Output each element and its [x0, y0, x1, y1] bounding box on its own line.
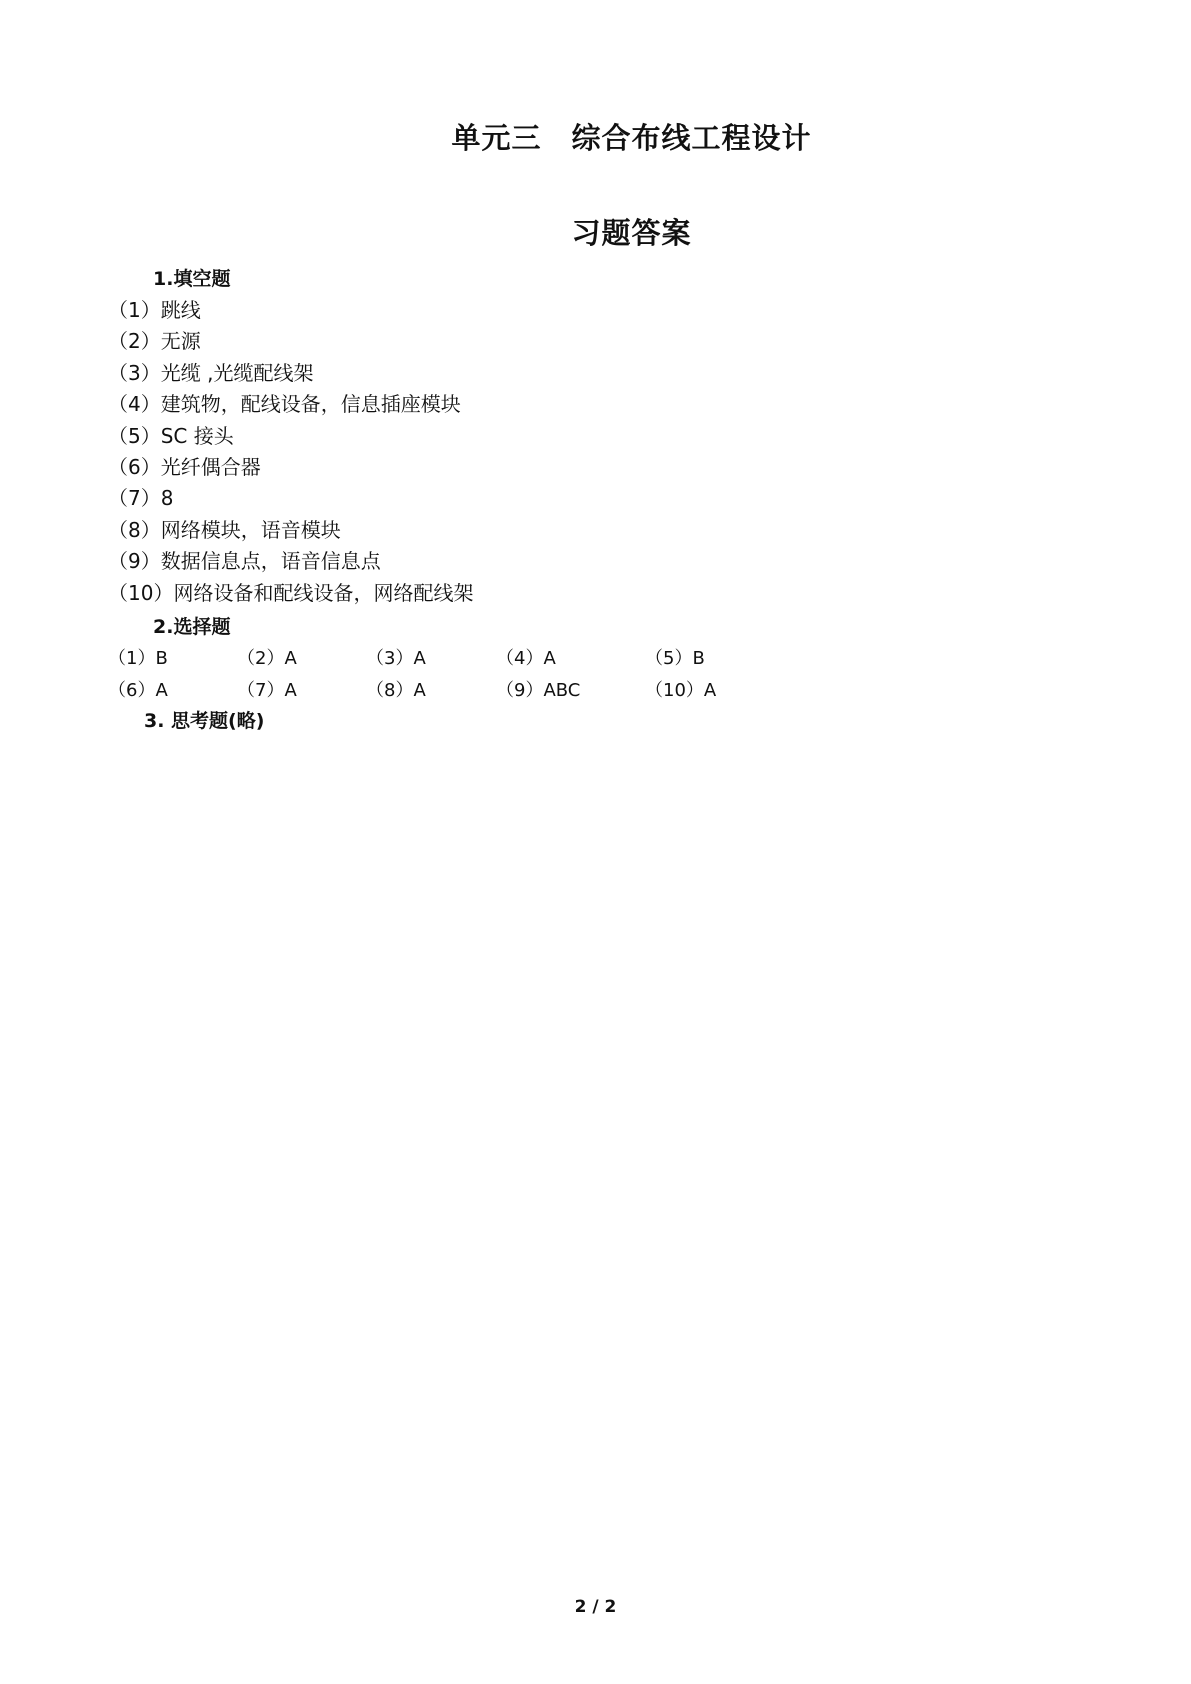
choice-answer: （2）A — [237, 648, 297, 669]
answer-item: （1）跳线 — [108, 298, 201, 322]
choice-answer: （8）A — [366, 679, 426, 701]
choice-answer: （1）B — [108, 648, 168, 669]
multiple-choice-heading: 2.选择题 — [153, 616, 231, 638]
answer-item: （5）SC 接头 — [108, 423, 234, 448]
choice-row — [108, 675, 748, 707]
choice-answer: （4）A — [496, 648, 556, 669]
choice-answer: （6）A — [108, 679, 168, 701]
answer-item: （7）8 — [108, 486, 174, 511]
fill-blank-answer-list — [108, 295, 473, 609]
answer-item: （4）建筑物，配线设备，信息插座模块 — [108, 392, 461, 417]
choice-answer: （9）ABC — [496, 679, 581, 701]
page-number: 2 / 2 — [574, 1597, 617, 1617]
multiple-choice-answer-grid — [108, 643, 748, 706]
choice-row — [108, 643, 748, 675]
answer-item: （6）光纤偶合器 — [108, 454, 261, 479]
choice-answer: （7）A — [237, 679, 297, 701]
answer-item: （9）数据信息点，语音信息点 — [108, 549, 381, 574]
thinking-questions-heading: 3. 思考题(略) — [144, 710, 265, 732]
answer-item: （3）光缆 ,光缆配线架 — [108, 360, 314, 385]
document-title: 单元三 综合布线工程设计 — [451, 121, 812, 155]
answer-item: （10）网络设备和配线设备，网络配线架 — [108, 580, 474, 605]
answer-item: （8）网络模块，语音模块 — [108, 517, 341, 542]
choice-answer: （5）B — [645, 648, 705, 669]
document-subtitle: 习题答案 — [571, 216, 692, 250]
answer-item: （2）无源 — [108, 329, 201, 354]
fill-blank-heading: 1.填空题 — [153, 268, 231, 290]
choice-answer: （10）A — [645, 679, 717, 701]
choice-answer: （3）A — [366, 648, 426, 669]
